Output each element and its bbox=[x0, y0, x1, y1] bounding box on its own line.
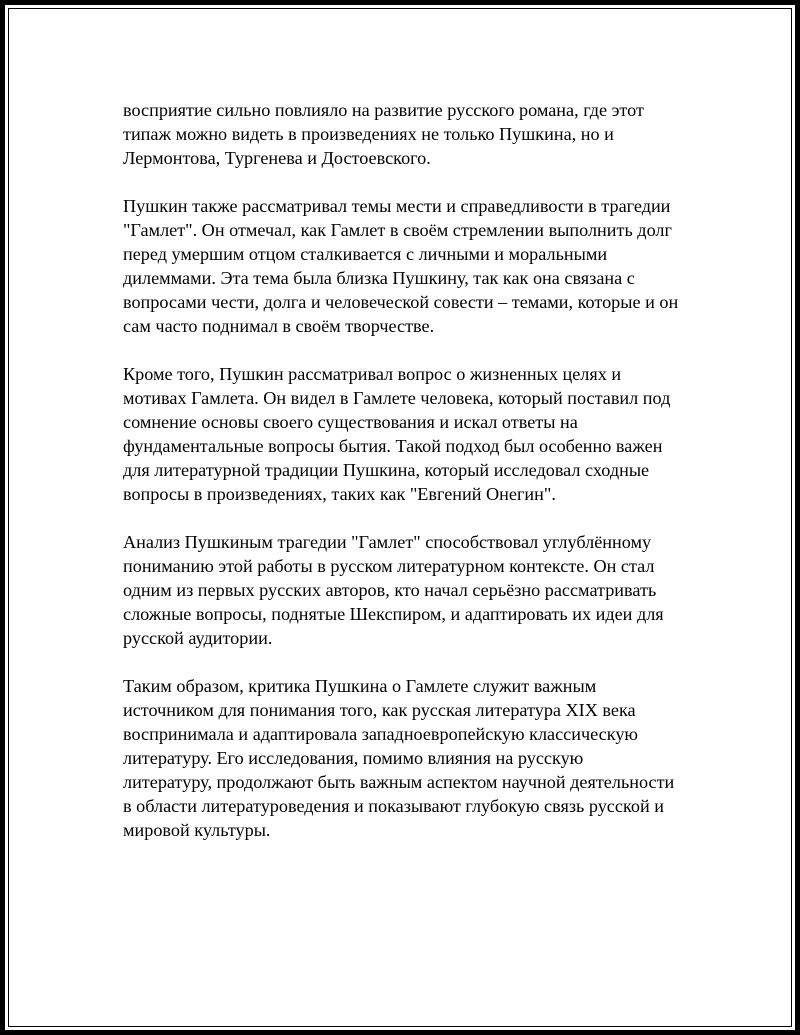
text-line: Таким образом, критика Пушкина о Гамлете служит важным bbox=[123, 676, 597, 696]
text-line: "Гамлет". Он отмечал, как Гамлет в своём стремлении выполнить долг bbox=[123, 220, 672, 240]
text-line: Анализ Пушкиным трагедии "Гамлет" способствовал углублённому bbox=[123, 532, 652, 552]
text-line: мировой культуры. bbox=[123, 820, 271, 840]
text-line: литературу, продолжают быть важным аспектом научной деятельности bbox=[123, 772, 675, 792]
text-line: воспринимала и адаптировала западноевропейскую классическую bbox=[123, 724, 638, 744]
text-line: вопросы в произведениях, таких как "Евгений Онегин". bbox=[123, 484, 556, 504]
paragraph-5 bbox=[123, 674, 703, 842]
text-line: источником для понимания того, как русская литература XIX века bbox=[123, 700, 636, 720]
text-line: Кроме того, Пушкин рассматривал вопрос о жизненных целях и bbox=[123, 364, 622, 384]
paragraph-3 bbox=[123, 362, 703, 506]
text-line: сам часто поднимал в своём творчестве. bbox=[123, 316, 435, 336]
text-line: пониманию этой работы в русском литературном контексте. Он стал bbox=[123, 556, 655, 576]
text-line: Лермонтова, Тургенева и Достоевского. bbox=[123, 148, 431, 168]
text-line: фундаментальные вопросы бытия. Такой подход был особенно важен bbox=[123, 436, 663, 456]
paragraph-1 bbox=[123, 98, 703, 170]
paragraph-4 bbox=[123, 530, 703, 650]
text-line: вопросами чести, долга и человеческой совести – темами, которые и он bbox=[123, 292, 679, 312]
document-body bbox=[123, 98, 703, 866]
text-line: типаж можно видеть в произведениях не только Пушкина, но и bbox=[123, 124, 614, 144]
text-line: перед умершим отцом сталкивается с личными и моральными bbox=[123, 244, 608, 264]
text-line: одним из первых русских авторов, кто начал серьёзно рассматривать bbox=[123, 580, 657, 600]
text-line: мотивах Гамлета. Он видел в Гамлете человека, который поставил под bbox=[123, 388, 671, 408]
text-line: литературу. Его исследования, помимо влияния на русскую bbox=[123, 748, 584, 768]
text-line: дилеммами. Эта тема была близка Пушкину, так как она связана с bbox=[123, 268, 635, 288]
text-line: восприятие сильно повлияло на развитие русского романа, где этот bbox=[123, 100, 644, 120]
paragraph-2 bbox=[123, 194, 703, 338]
text-line: в области литературоведения и показывают глубокую связь русской и bbox=[123, 796, 664, 816]
text-line: сомнение основы своего существования и искал ответы на bbox=[123, 412, 578, 432]
text-line: сложные вопросы, поднятые Шекспиром, и адаптировать их идеи для bbox=[123, 604, 664, 624]
text-line: для литературной традиции Пушкина, который исследовал сходные bbox=[123, 460, 650, 480]
text-line: русской аудитории. bbox=[123, 628, 273, 648]
text-line: Пушкин также рассматривал темы мести и справедливости в трагедии bbox=[123, 196, 671, 216]
